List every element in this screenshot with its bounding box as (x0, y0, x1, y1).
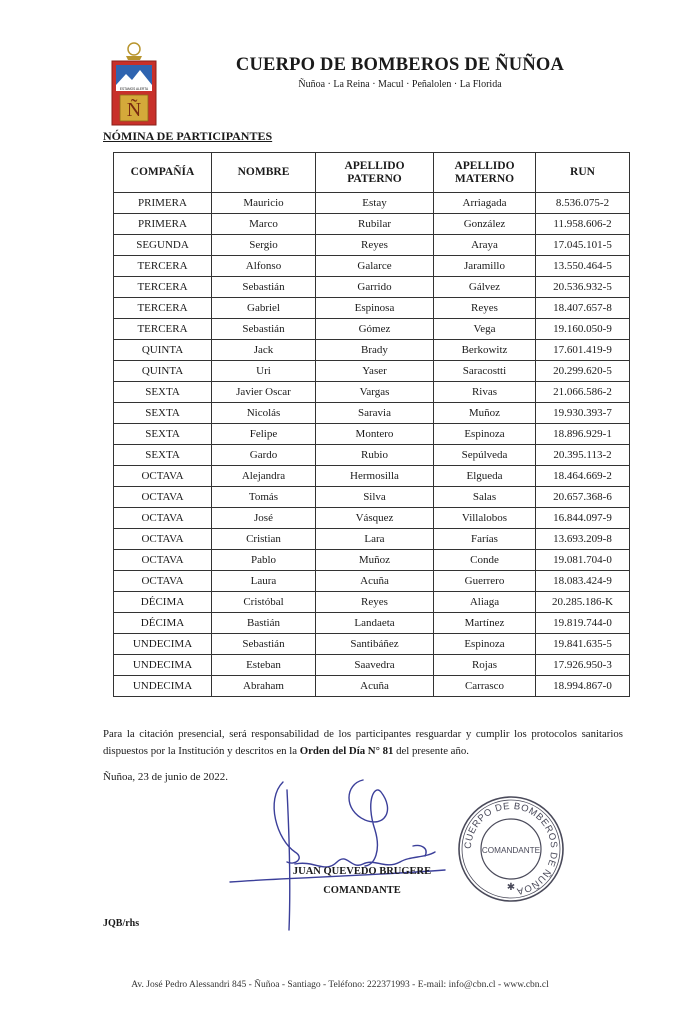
cell-apellido-materno: Gálvez (434, 277, 536, 298)
cell-compania: TERCERA (114, 298, 212, 319)
table-row (114, 613, 630, 634)
cell-apellido-paterno: Vásquez (316, 508, 434, 529)
cell-compania: OCTAVA (114, 487, 212, 508)
cell-nombre: Laura (212, 571, 316, 592)
cell-apellido-paterno: Saavedra (316, 655, 434, 676)
cell-apellido-materno: Farías (434, 529, 536, 550)
cell-nombre: Tomás (212, 487, 316, 508)
participants-table (113, 152, 630, 697)
table-row (114, 550, 630, 571)
cell-run: 17.926.950-3 (536, 655, 630, 676)
table-row (114, 298, 630, 319)
cell-run: 18.994.867-0 (536, 676, 630, 697)
cell-apellido-paterno: Espinosa (316, 298, 434, 319)
col-header-compania (114, 153, 212, 193)
official-seal-stamp (456, 794, 566, 904)
cell-compania: OCTAVA (114, 508, 212, 529)
cell-apellido-materno: Sepúlveda (434, 445, 536, 466)
seal-ring-text: CUERPO DE BOMBEROS DE ÑUÑOA (462, 800, 560, 897)
cell-compania: DÉCIMA (114, 592, 212, 613)
cell-nombre: Cristian (212, 529, 316, 550)
handwritten-signature (225, 770, 455, 940)
table-row (114, 256, 630, 277)
seal-center-text: COMANDANTE (481, 846, 541, 855)
seal-star-icon: ✱ (506, 882, 516, 893)
table-row (114, 403, 630, 424)
cell-nombre: Jack (212, 340, 316, 361)
cell-run: 20.285.186-K (536, 592, 630, 613)
header-line: PATERNO (347, 172, 402, 185)
cell-compania: OCTAVA (114, 550, 212, 571)
cell-apellido-materno: Carrasco (434, 676, 536, 697)
table-header-row (114, 153, 630, 193)
cell-apellido-materno: Arriagada (434, 193, 536, 214)
cell-apellido-paterno: Rubio (316, 445, 434, 466)
section-title: NÓMINA DE PARTICIPANTES (103, 129, 273, 143)
table-row (114, 382, 630, 403)
cell-compania: PRIMERA (114, 193, 212, 214)
cell-nombre: Bastián (212, 613, 316, 634)
cell-apellido-paterno: Hermosilla (316, 466, 434, 487)
cell-apellido-materno: Guerrero (434, 571, 536, 592)
cell-apellido-paterno: Santibáñez (316, 634, 434, 655)
organization-subtitle: Ñuñoa · La Reina · Macul · Peñalolen · La Florida (298, 79, 502, 90)
table-row (114, 277, 630, 298)
header-line: APELLIDO (344, 159, 405, 172)
cell-apellido-paterno: Reyes (316, 592, 434, 613)
cell-apellido-paterno: Muñoz (316, 550, 434, 571)
organization-title: CUERPO DE BOMBEROS DE ÑUÑOA (235, 55, 565, 75)
cell-run: 18.083.424-9 (536, 571, 630, 592)
cell-run: 18.407.657-8 (536, 298, 630, 319)
cell-apellido-materno: González (434, 214, 536, 235)
cell-apellido-materno: Rojas (434, 655, 536, 676)
cell-compania: UNDECIMA (114, 634, 212, 655)
cell-nombre: Uri (212, 361, 316, 382)
table-row (114, 424, 630, 445)
cell-run: 17.601.419-9 (536, 340, 630, 361)
cell-nombre: Marco (212, 214, 316, 235)
logo-motto: ESTAMOS ALERTA (119, 87, 149, 91)
cell-nombre: Pablo (212, 550, 316, 571)
cell-apellido-paterno: Yaser (316, 361, 434, 382)
header-line: RUN (570, 166, 595, 178)
cell-run: 16.844.097-9 (536, 508, 630, 529)
cell-run: 11.958.606-2 (536, 214, 630, 235)
cell-run: 18.464.669-2 (536, 466, 630, 487)
cell-run: 20.299.620-5 (536, 361, 630, 382)
cell-apellido-paterno: Silva (316, 487, 434, 508)
cell-apellido-materno: Conde (434, 550, 536, 571)
col-header-nombre (212, 153, 316, 193)
cell-apellido-paterno: Lara (316, 529, 434, 550)
cell-run: 17.045.101-5 (536, 235, 630, 256)
col-header-apellido-materno (434, 153, 536, 193)
cell-apellido-paterno: Brady (316, 340, 434, 361)
table-row (114, 571, 630, 592)
cell-apellido-materno: Espinoza (434, 424, 536, 445)
table-row (114, 340, 630, 361)
table-row (114, 214, 630, 235)
cell-run: 8.536.075-2 (536, 193, 630, 214)
cell-apellido-materno: Reyes (434, 298, 536, 319)
cell-nombre: Sebastián (212, 277, 316, 298)
table-row (114, 634, 630, 655)
cell-nombre: Sergio (212, 235, 316, 256)
cell-apellido-materno: Saracostti (434, 361, 536, 382)
cell-run: 20.657.368-6 (536, 487, 630, 508)
header-line: MATERNO (454, 172, 515, 185)
cell-apellido-paterno: Montero (316, 424, 434, 445)
place-date: Ñuñoa, 23 de junio de 2022. (103, 771, 228, 783)
cell-run: 20.536.932-5 (536, 277, 630, 298)
cell-apellido-materno: Villalobos (434, 508, 536, 529)
cell-run: 19.160.050-9 (536, 319, 630, 340)
table-row (114, 445, 630, 466)
cell-compania: QUINTA (114, 340, 212, 361)
cell-run: 18.896.929-1 (536, 424, 630, 445)
cell-run: 19.081.704-0 (536, 550, 630, 571)
cell-apellido-materno: Martínez (434, 613, 536, 634)
cell-nombre: Abraham (212, 676, 316, 697)
cell-run: 20.395.113-2 (536, 445, 630, 466)
cell-nombre: Gabriel (212, 298, 316, 319)
col-header-run (536, 153, 630, 193)
cell-nombre: Mauricio (212, 193, 316, 214)
cell-apellido-materno: Aliaga (434, 592, 536, 613)
table-row (114, 508, 630, 529)
cell-nombre: Felipe (212, 424, 316, 445)
cell-compania: SEGUNDA (114, 235, 212, 256)
header-line: COMPAÑÍA (130, 166, 195, 178)
cell-apellido-materno: Araya (434, 235, 536, 256)
cell-apellido-materno: Rivas (434, 382, 536, 403)
cell-run: 19.930.393-7 (536, 403, 630, 424)
table-row (114, 361, 630, 382)
cell-apellido-paterno: Acuña (316, 676, 434, 697)
table-row (114, 466, 630, 487)
cell-run: 19.819.744-0 (536, 613, 630, 634)
cell-compania: TERCERA (114, 277, 212, 298)
cell-apellido-paterno: Reyes (316, 235, 434, 256)
cell-compania: PRIMERA (114, 214, 212, 235)
cell-compania: SEXTA (114, 403, 212, 424)
cell-apellido-paterno: Landaeta (316, 613, 434, 634)
protocol-paragraph (103, 726, 623, 760)
cell-apellido-paterno: Acuña (316, 571, 434, 592)
cell-compania: DÉCIMA (114, 613, 212, 634)
cell-run: 13.550.464-5 (536, 256, 630, 277)
cell-nombre: José (212, 508, 316, 529)
cell-apellido-materno: Salas (434, 487, 536, 508)
signer-name: JUAN QUEVEDO BRUGERE (292, 866, 432, 877)
cell-apellido-materno: Berkowitz (434, 340, 536, 361)
paragraph-text: Para la citación presencial, será responsabilidad de los participantes resguardar y cumplir los protocolos sanitarios dispuestos por la Institución y descritos en la (103, 728, 623, 757)
cell-compania: UNDECIMA (114, 655, 212, 676)
cell-apellido-paterno: Gómez (316, 319, 434, 340)
table-row (114, 235, 630, 256)
cell-nombre: Nicolás (212, 403, 316, 424)
cell-nombre: Gardo (212, 445, 316, 466)
cell-nombre: Sebastián (212, 634, 316, 655)
table-row (114, 655, 630, 676)
cell-apellido-paterno: Galarce (316, 256, 434, 277)
table-row (114, 592, 630, 613)
reference-initials: JQB/rhs (103, 918, 140, 929)
cell-compania: TERCERA (114, 319, 212, 340)
cell-run: 19.841.635-5 (536, 634, 630, 655)
cell-compania: OCTAVA (114, 529, 212, 550)
cell-compania: SEXTA (114, 424, 212, 445)
header-line: NOMBRE (237, 166, 290, 178)
logo-letter: Ñ (126, 99, 142, 121)
cell-apellido-materno: Espinoza (434, 634, 536, 655)
cell-run: 21.066.586-2 (536, 382, 630, 403)
cell-compania: SEXTA (114, 445, 212, 466)
cell-apellido-paterno: Estay (316, 193, 434, 214)
cell-compania: TERCERA (114, 256, 212, 277)
cell-compania: OCTAVA (114, 466, 212, 487)
cell-apellido-paterno: Garrido (316, 277, 434, 298)
cell-apellido-paterno: Rubilar (316, 214, 434, 235)
cell-apellido-paterno: Saravia (316, 403, 434, 424)
cell-run: 13.693.209-8 (536, 529, 630, 550)
cell-nombre: Alejandra (212, 466, 316, 487)
cell-nombre: Alfonso (212, 256, 316, 277)
cell-apellido-materno: Elgueda (434, 466, 536, 487)
cell-apellido-paterno: Vargas (316, 382, 434, 403)
table-row (114, 193, 630, 214)
header-line: APELLIDO (454, 159, 515, 172)
cell-apellido-materno: Muñoz (434, 403, 536, 424)
paragraph-bold-reference: Orden del Día N° 81 (299, 745, 394, 757)
footer-contact: Av. José Pedro Alessandri 845 - Ñuñoa - Santiago - Teléfono: 222371993 - E-mail: info@cbn.cl - www.cbn.cl (131, 980, 549, 990)
cell-compania: SEXTA (114, 382, 212, 403)
cell-compania: OCTAVA (114, 571, 212, 592)
cell-compania: QUINTA (114, 361, 212, 382)
table-row (114, 676, 630, 697)
cell-compania: UNDECIMA (114, 676, 212, 697)
table-row (114, 529, 630, 550)
cell-nombre: Esteban (212, 655, 316, 676)
cell-nombre: Javier Oscar (212, 382, 316, 403)
cell-apellido-materno: Jaramillo (434, 256, 536, 277)
table-row (114, 487, 630, 508)
cell-apellido-materno: Vega (434, 319, 536, 340)
signer-role: COMANDANTE (323, 885, 401, 896)
cell-nombre: Cristóbal (212, 592, 316, 613)
table-body (114, 193, 630, 697)
paragraph-text-end: del presente año. (393, 745, 469, 757)
fire-department-shield-icon (110, 40, 158, 130)
cell-nombre: Sebastián (212, 319, 316, 340)
table-row (114, 319, 630, 340)
col-header-apellido-paterno (316, 153, 434, 193)
